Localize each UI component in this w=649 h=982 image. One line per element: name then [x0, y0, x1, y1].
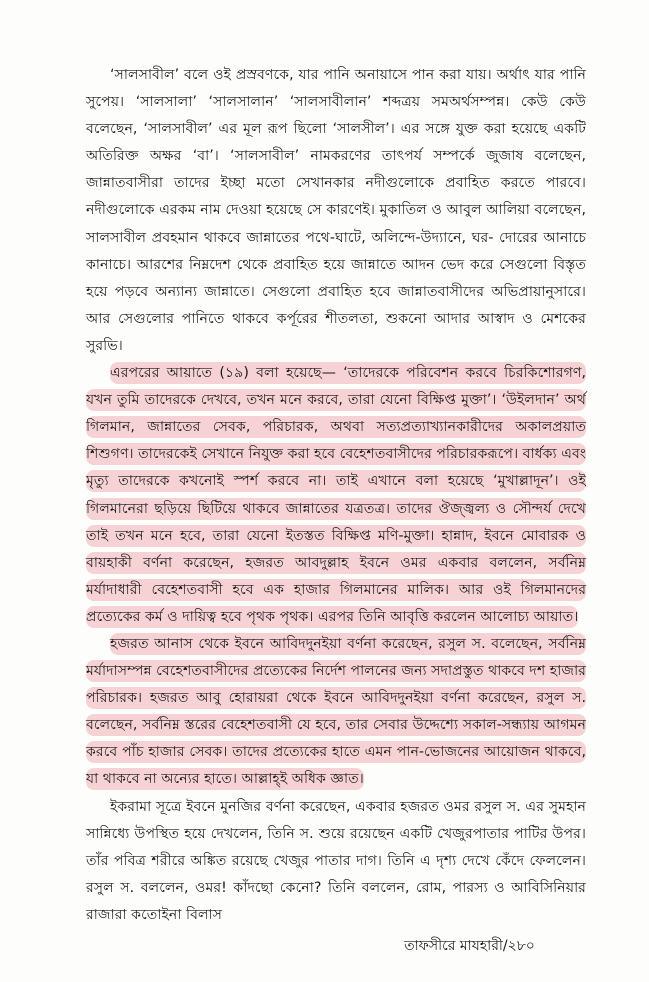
paragraph-text: ইকরামা সূত্রে ইবনে মুনজির বর্ণনা করেছেন, একবার হজরত ওমর রসুল স. এর সুমহান সান্নিধ্যে উপস্থিত হয়ে দেখলেন, তিনি স. শুয়ে রয়েছেন একটি খেজুরপাতার পাটির উপর। তাঁর পবিত্র শরীরে অঙ্কিত রয়েছে খেজুর পাতার দাগ। তিনি এ দৃশ্য দেখে কেঁদে ফেললেন। রসুল স. বললেন, ওমর! কাঁদছো কেনো? তিনি বললেন, রোম, পারস্য ও আবিসিনিয়ার রাজারা কতোইনা বিলাস [86, 798, 586, 923]
body-text [86, 62, 586, 929]
highlighted-paragraph-text: এরপরের আয়াতে (১৯) বলা হয়েছে— ‘তাদেরকে পরিবেশন করবে চিরকিশোরগণ, যখন তুমি তাদেরকে দেখবে, তখন মনে করবে, তারা যেনো বিক্ষিপ্ত মুক্তা’। ‘উইলদান’ অর্থ গিলমান, জান্নাতের সেবক, পরিচারক, অথবা সত্যপ্রত্যাখ্যানকারীদের অকালপ্রয়াত শিশুগণ। তাদেরকেই সেখানে নিযুক্ত করা হবে বেহেশতবাসীদের পরিচারকরূপে। বার্ধক্য এবং মৃত্যু তাদেরকে কখনোই স্পর্শ করবে না। তাই এখানে বলা হয়েছে ‘মুখাল্লাদূন’। ওই গিলমানেরা ছড়িয়ে ছিটিয়ে থাকবে জান্নাতের যত্রতত্র। তাদের ঔজ্জ্বল্য ও সৌন্দর্য দেখে তাই তখন মনে হবে, তারা যেনো ইতস্তত বিক্ষিপ্ত মণি-মুক্তা। হান্নাদ, ইবনে মোবারক ও বায়হাকী বর্ণনা করেছেন, হজরত আবদুল্লাহ ইবনে ওমর একবার বললেন, সর্বনিম্ন মর্যাদাধারী বেহেশতবাসী হবে এক হাজার গিলমানের মালিক। আর ওই গিলমানদের প্রত্যেকের কর্ম ও দায়িত্ব হবে পৃথক পৃথক। এরপর তিনি আবৃত্তি করলেন আলোচ্য আয়াত। [86, 362, 586, 628]
paragraph-ikrama [86, 794, 586, 929]
paragraph-anas-highlighted [86, 631, 586, 794]
page-footer [0, 934, 649, 958]
page-number-label: তাফসীরে মাযহারী/২৮০ [404, 938, 535, 954]
paragraph-text: ‘সালসাবীল’ বলে ওই প্রস্রবণকে, যার পানি অনায়াসে পান করা যায়। অর্থাৎ যার পানি সুপেয়। ‘সালসালা’ ‘সালসালান’ ‘সালসাবীলান’ শব্দত্রয় সমঅর্থসম্পন্ন। কেউ কেউ বলেছেন, ‘সালসাবীল’ এর মূল রূপ ছিলো ‘সালসীল’। এর সঙ্গে যুক্ত করা হয়েছে একটি অতিরিক্ত অক্ষর ‘বা’। ‘সালসাবীল’ নামকরণের তাৎপর্য সম্পর্কে জুজাষ বলেছেন, জান্নাতবাসীরা তাদের ইচ্ছা মতো সেখানকার নদীগুলোকে প্রবাহিত করতে পারবে। নদীগুলোকে এরকম নাম দেওয়া হয়েছে সে কারণেই। মুকাতিল ও আবুল আলিয়া বলেছেন, সালসাবীল প্রবহমান থাকবে জান্নাতের পথে-ঘাটে, অলিন্দে-উদ্যানে, ঘর- দোরের আনাচে কানাচে। আরশের নিম্নদেশ থেকে প্রবাহিত হয়ে জান্নাতে আদন ভেদ করে সেগুলো বিস্তৃত হয়ে পড়বে অন্যান্য জান্নাতে। সেগুলো প্রবাহিত হবে জান্নাতবাসীদের অভিপ্রায়ানুসারে। আর সেগুলোর পানিতে থাকবে কর্পূরের শীতলতা, শুকনো আদার আস্বাদ ও মেশকের সুরভি। [86, 67, 586, 354]
highlighted-paragraph-text: হজরত আনাস থেকে ইবনে আবিদদুনইয়া বর্ণনা করেছেন, রসুল স. বলেছেন, সর্বনিম্ন মর্যাদাসম্পন্ন বেহেশতবাসীদের প্রত্যেকের নির্দেশ পালনের জন্য সদাপ্রস্তুত থাকবে দশ হাজার পরিচারক। হজরত আবু হোরায়রা থেকে ইবনে আবিদদুনইয়া বর্ণনা করেছেন, রসুল স. বলেছেন, সর্বনিম্ন স্তরের বেহেশতবাসী যে হবে, তার সেবার উদ্দেশ্যে সকাল-সন্ধ্যায় আগমন করবে পাঁচ হাজার সেবক। তাদের প্রত্যেকের হাতে এমন পান-ভোজনের আয়োজন থাকবে, যা থাকবে না অন্যের হাতে। আল্লাহ্ই অধিক জ্ঞাত। [86, 633, 586, 790]
paragraph-salsabil [86, 62, 586, 360]
paragraph-wildan-highlighted [86, 360, 586, 631]
